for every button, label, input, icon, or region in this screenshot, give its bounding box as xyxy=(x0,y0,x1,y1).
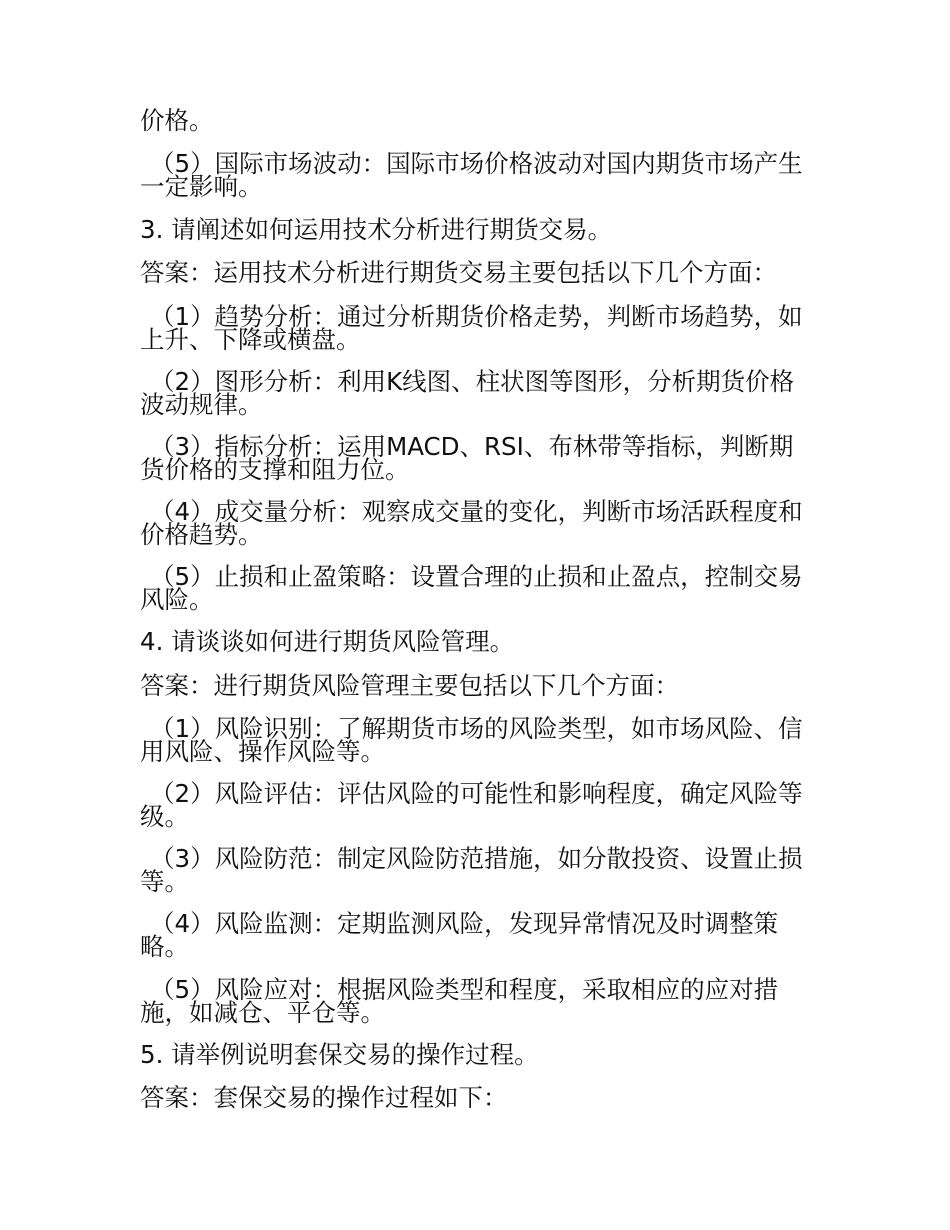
list-item-chart-analysis: （2）图形分析：利用K线图、柱状图等图形，分析期货价格波动规律。 xyxy=(140,367,795,419)
question-3-heading: 3. 请阐述如何运用技术分析进行期货交易。 xyxy=(140,215,613,244)
question-4-heading: 4. 请谈谈如何进行期货风险管理。 xyxy=(140,627,515,656)
list-item-risk-prevention: （3）风险防范：制定风险防范措施，如分散投资、设置止损等。 xyxy=(140,844,803,896)
list-item-indicator-analysis: （3）指标分析：运用MACD、RSI、布林带等指标，判断期货价格的支撑和阻力位。 xyxy=(140,432,794,484)
list-item-risk-monitoring: （4）风险监测：定期监测风险，发现异常情况及时调整策略。 xyxy=(140,909,779,961)
answer-4-intro: 答案：进行期货风险管理主要包括以下几个方面： xyxy=(140,671,679,700)
answer-3-intro: 答案：运用技术分析进行期货交易主要包括以下几个方面： xyxy=(140,258,777,287)
list-item-risk-response: （5）风险应对：根据风险类型和程度，采取相应的应对措施，如减仓、平仓等。 xyxy=(140,975,779,1027)
paragraph-price-continuation: 价格。 xyxy=(140,106,214,135)
list-item-volume-analysis: （4）成交量分析：观察成交量的变化，判断市场活跃程度和价格趋势。 xyxy=(140,497,803,549)
question-5-heading: 5. 请举例说明套保交易的操作过程。 xyxy=(140,1040,539,1069)
list-item-risk-assessment: （2）风险评估：评估风险的可能性和影响程度，确定风险等级。 xyxy=(140,779,803,831)
answer-5-intro: 答案：套保交易的操作过程如下： xyxy=(140,1083,508,1112)
list-item-stop-loss-strategy: （5）止损和止盈策略：设置合理的止损和止盈点，控制交易风险。 xyxy=(140,562,803,614)
list-item-risk-identification: （1）风险识别：了解期货市场的风险类型，如市场风险、信用风险、操作风险等。 xyxy=(140,714,803,766)
list-item-international-market: （5）国际市场波动：国际市场价格波动对国内期货市场产生一定影响。 xyxy=(140,149,803,201)
list-item-trend-analysis: （1）趋势分析：通过分析期货价格走势，判断市场趋势，如上升、下降或横盘。 xyxy=(140,302,803,354)
